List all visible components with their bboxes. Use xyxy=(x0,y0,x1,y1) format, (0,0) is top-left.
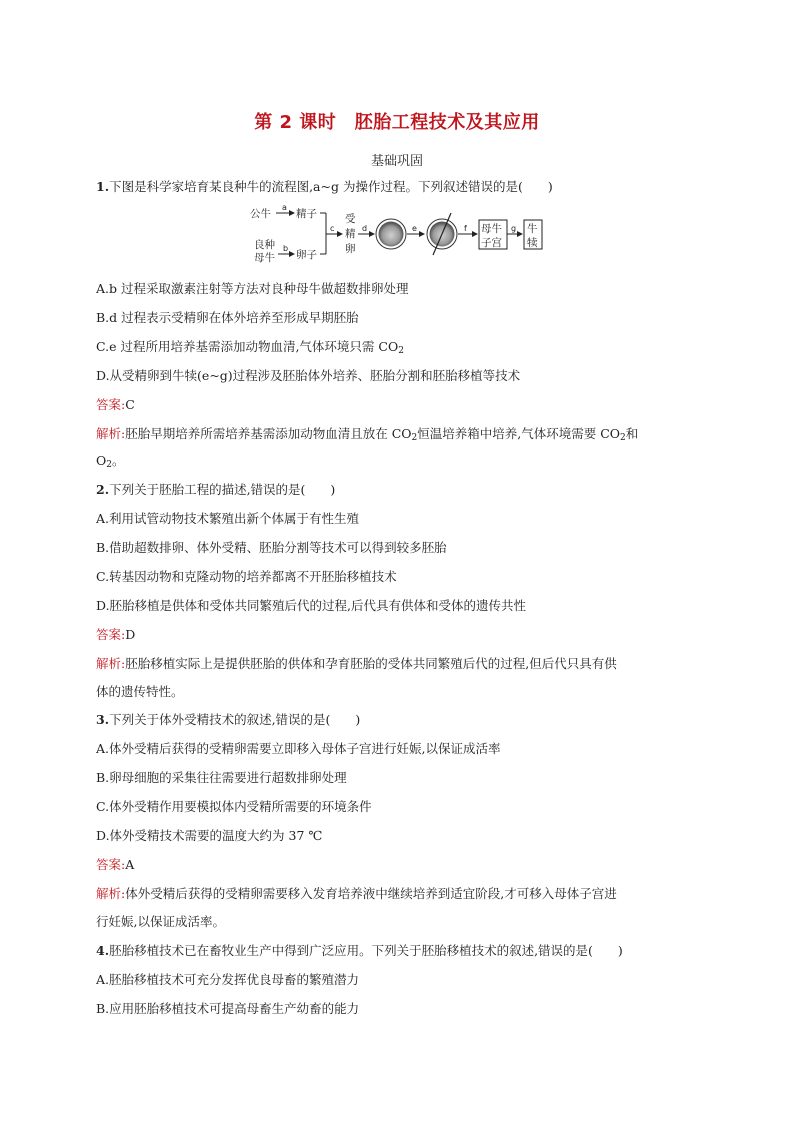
section-heading: 基础巩固 xyxy=(370,154,423,169)
fertilized-egg-label-1: 受 xyxy=(345,213,356,225)
explanation-line: 行妊娠,以保证成活率。 xyxy=(96,914,225,929)
option-b: B.d 过程表示受精卵在体外培养至形成早期胚胎 xyxy=(96,310,359,325)
explanation-line: 解析:体外受精后获得的受精卵需要移入发育培养液中继续培养到适宜阶段,才可移入母体子宫进 xyxy=(96,886,617,901)
cow-label-2: 母牛 xyxy=(254,252,275,264)
step-e-label: e xyxy=(412,224,417,233)
fertilized-egg-label-2: 精 xyxy=(345,228,356,240)
step-f-label: f xyxy=(464,224,467,233)
option-a: A.利用试管动物技术繁殖出新个体属于有性生殖 xyxy=(96,511,360,526)
explanation-line: 解析:胚胎移植实际上是提供胚胎的供体和孕育胚胎的受体共同繁殖后代的过程,但后代只具有供 xyxy=(96,656,617,671)
answer: 答案:D xyxy=(96,627,136,642)
question-1-stem: 1.下图是科学家培育某良种牛的流程图,a~g 为操作过程。下列叙述错误的是( ) xyxy=(96,179,553,194)
question-2-stem: 2.下列关于胚胎工程的描述,错误的是( ) xyxy=(96,482,336,497)
question-3-stem: 3.下列关于体外受精技术的叙述,错误的是( ) xyxy=(96,712,361,727)
explanation-line: 体的遗传特性。 xyxy=(96,684,184,699)
uterus-label-1: 母牛 xyxy=(481,223,502,235)
step-c-label: c xyxy=(330,224,335,233)
option-b: B.卵母细胞的采集往往需要进行超数排卵处理 xyxy=(96,770,347,785)
calf-label-1: 牛 xyxy=(527,223,538,235)
step-g-label: g xyxy=(511,224,517,233)
option-d: D.从受精卵到牛犊(e~g)过程涉及胚胎体外培养、胚胎分割和胚胎移植等技术 xyxy=(96,368,521,383)
sperm-label: 精子 xyxy=(296,208,317,220)
egg-label: 卵子 xyxy=(296,249,317,261)
bull-label: 公牛 xyxy=(250,208,271,220)
option-d: D.体外受精技术需要的温度大约为 37 ℃ xyxy=(96,828,323,843)
option-c: C.e 过程所用培养基需添加动物血清,气体环境只需 $CO_2$ xyxy=(96,339,404,356)
question-4-stem: 4.胚胎移植技术已在畜牧业生产中得到广泛应用。下列关于胚胎移植技术的叙述,错误的是( ) xyxy=(96,943,623,958)
step-d-label: d xyxy=(362,224,368,233)
option-a: A.b 过程采取激素注射等方法对良种母牛做超数排卵处理 xyxy=(96,281,409,296)
explanation-line: 解析:胚胎早期培养所需培养基需添加动物血清且放在 $CO_2$恒温培养箱中培养,气体环境需要 $CO_2$和 xyxy=(96,426,639,443)
cow-label-1: 良种 xyxy=(254,239,275,251)
answer: 答案:C xyxy=(96,397,135,412)
answer: 答案:A xyxy=(96,857,135,872)
option-d: D.胚胎移植是供体和受体共同繁殖后代的过程,后代具有供体和受体的遗传共性 xyxy=(96,598,527,613)
option-b: B.借助超数排卵、体外受精、胚胎分割等技术可以得到较多胚胎 xyxy=(96,540,447,555)
uterus-label-2: 子宫 xyxy=(481,237,502,249)
option-a: A.胚胎移植技术可充分发挥优良母畜的繁殖潜力 xyxy=(96,972,360,987)
step-b-label: b xyxy=(283,244,289,253)
option-b: B.应用胚胎移植技术可提高母畜生产幼畜的能力 xyxy=(96,1001,360,1016)
step-a-label: a xyxy=(282,203,287,212)
option-a: A.体外受精后获得的受精卵需要立即移入母体子宫进行妊娠,以保证成活率 xyxy=(96,741,501,756)
question-number: 1. xyxy=(96,179,110,194)
option-c: C.转基因动物和克隆动物的培养都离不开胚胎移植技术 xyxy=(96,569,397,584)
calf-label-2: 犊 xyxy=(527,237,538,249)
breeding-flowchart xyxy=(248,200,548,272)
option-c: C.体外受精作用要模拟体内受精所需要的环境条件 xyxy=(96,799,372,814)
page-title: 第 2 课时 胚胎工程技术及其应用 xyxy=(254,112,540,133)
fertilized-egg-label-3: 卵 xyxy=(345,243,356,255)
explanation-line: $O_2$。 xyxy=(96,453,125,470)
early-embryo-icon xyxy=(379,222,404,247)
